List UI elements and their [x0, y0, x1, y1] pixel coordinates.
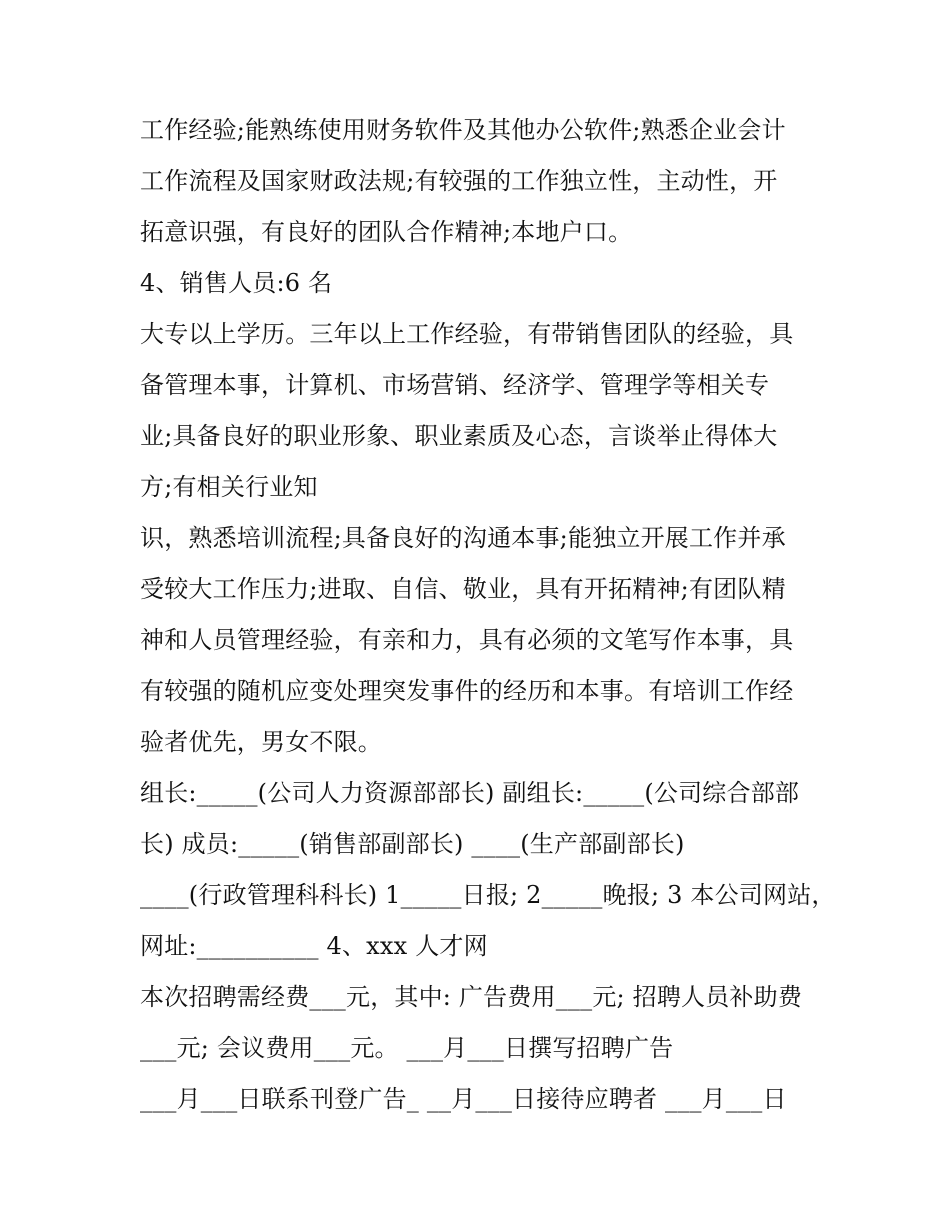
document-body: [140, 108, 836, 1128]
text-line: 受较大工作压力;进取、自信、敬业，具有开拓精神;有团队精: [140, 575, 786, 603]
text-line: 本次招聘需经费___元，其中: 广告费用___元; 招聘人员补助费: [140, 983, 803, 1011]
text-line: 业;具备良好的职业形象、职业素质及心态，言谈举止得体大: [140, 422, 778, 450]
text-line: 长) 成员:_____(销售部副部长) ____(生产部副部长): [140, 830, 685, 858]
text-line: 大专以上学历。三年以上工作经验，有带销售团队的经验，具: [140, 320, 794, 348]
text-line: 工作经验;能熟练使用财务软件及其他办公软件;熟悉企业会计: [140, 116, 786, 144]
text-line: 网址:__________ 4、xxx 人才网: [140, 932, 488, 960]
text-line: 方;有相关行业知: [140, 473, 318, 501]
text-line: 验者优先，男女不限。: [140, 728, 382, 756]
text-line: 备管理本事，计算机、市场营销、经济学、管理学等相关专: [140, 371, 770, 399]
text-line: ___月___日联系刊登广告_ __月___日接待应聘者 ___月___日: [140, 1085, 787, 1113]
text-line: 拓意识强，有良好的团队合作精神;本地户口。: [140, 218, 633, 246]
text-line: 组长:_____(公司人力资源部部长) 副组长:_____(公司综合部部: [140, 779, 800, 807]
text-line: 有较强的随机应变处理突发事件的经历和本事。有培训工作经: [140, 677, 794, 705]
text-line: 神和人员管理经验，有亲和力，具有必须的文笔写作本事，具: [140, 626, 794, 654]
text-line: ____(行政管理科科长) 1_____日报; 2_____晚报; 3 本公司网站，: [140, 881, 836, 909]
text-line: 识，熟悉培训流程;具备良好的沟通本事;能独立开展工作并承: [140, 524, 786, 552]
text-line: 工作流程及国家财政法规;有较强的工作独立性，主动性，开: [140, 167, 778, 195]
text-line: ___元; 会议费用___元。 ___月___日撰写招聘广告: [140, 1034, 674, 1062]
section-heading: 4、销售人员:6 名: [140, 269, 333, 297]
